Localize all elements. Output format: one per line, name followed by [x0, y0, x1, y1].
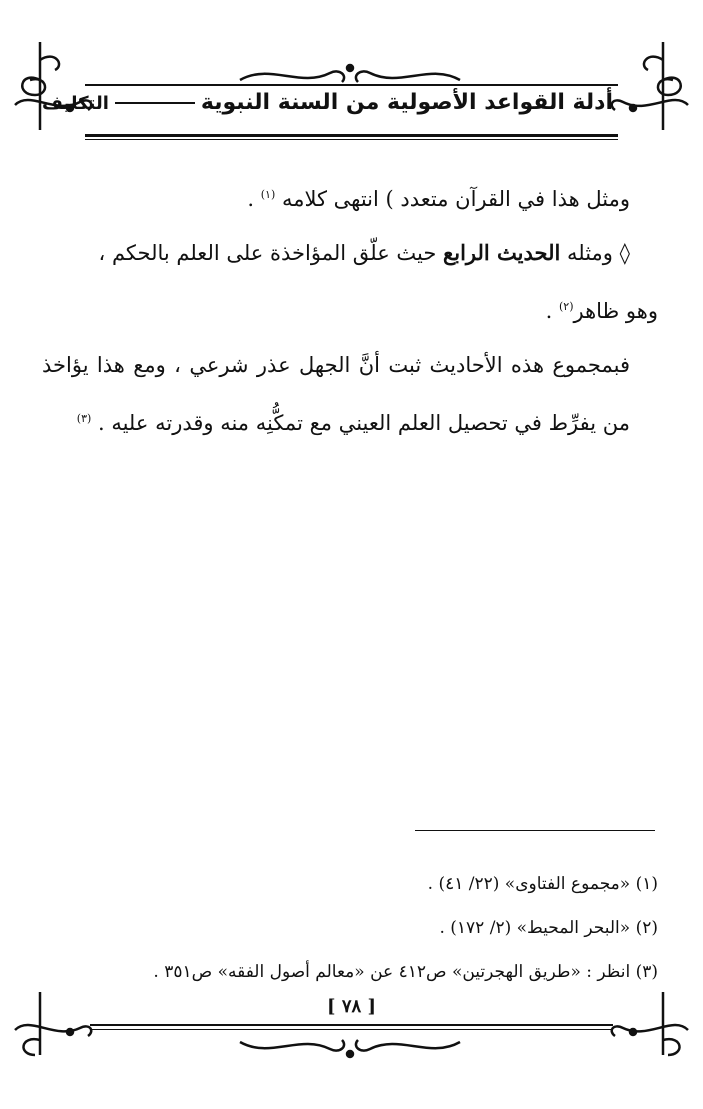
book-title: أدلة القواعد الأصولية من السنة النبوية — [200, 90, 613, 115]
header-dash — [115, 102, 195, 104]
floral-ornament-icon — [603, 40, 693, 135]
paragraph-1: ومثل هذا في القرآن متعدد ) انتهى كلامه $^{(١)}$ . — [247, 187, 630, 211]
diamond-bullet-icon: ◊ — [619, 241, 630, 265]
footnote-separator — [415, 830, 655, 831]
paragraph-3: وهو ظاهر$^{(٢)}$ . — [545, 299, 658, 323]
footnote-ref-1: (١) — [260, 188, 276, 201]
footnote-3: (٣) انظر : «طريق الهجرتين» ص٤١٢ عن «معالم أصول الفقه» ص٣٥١ . — [153, 962, 658, 982]
section-title: التكليف — [42, 93, 109, 114]
header-rule-top — [85, 84, 618, 86]
header-rule-thin — [85, 139, 618, 140]
floral-ornament-icon — [10, 40, 100, 135]
floral-ornament-icon — [230, 1034, 470, 1064]
footer-rule-thin — [90, 1029, 613, 1030]
header-rule-thick — [85, 134, 618, 137]
page-number: [ ٧٨ ] — [327, 996, 376, 1017]
running-header — [42, 90, 613, 115]
footnote-ref-3: (٣) — [76, 412, 92, 425]
paragraph-2: ◊ ومثله الحديث الرابع حيث علّق المؤاخذة على العلم بالحكم ، — [98, 240, 630, 265]
hadith-heading: الحديث الرابع — [443, 240, 561, 265]
footer-rule-thick — [90, 1024, 613, 1026]
footnote-ref-2: (٢) — [558, 300, 574, 313]
main-text — [42, 168, 658, 450]
footnote-1: (١) «مجموع الفتاوى» (٢٢/ ٤١) . — [427, 874, 658, 894]
paragraph-4: فبمجموع هذه الأحاديث ثبت أنَّ الجهل عذر شرعي ، ومع هذا يؤاخذ من يفرِّط في تحصيل العلم العيني مع تمكُّنِه منه وقدرته عليه . $^{(٣)}$ — [42, 353, 630, 435]
footnote-2: (٢) «البحر المحيط» (٢/ ١٧٢) . — [439, 918, 658, 938]
footnotes — [42, 862, 658, 994]
